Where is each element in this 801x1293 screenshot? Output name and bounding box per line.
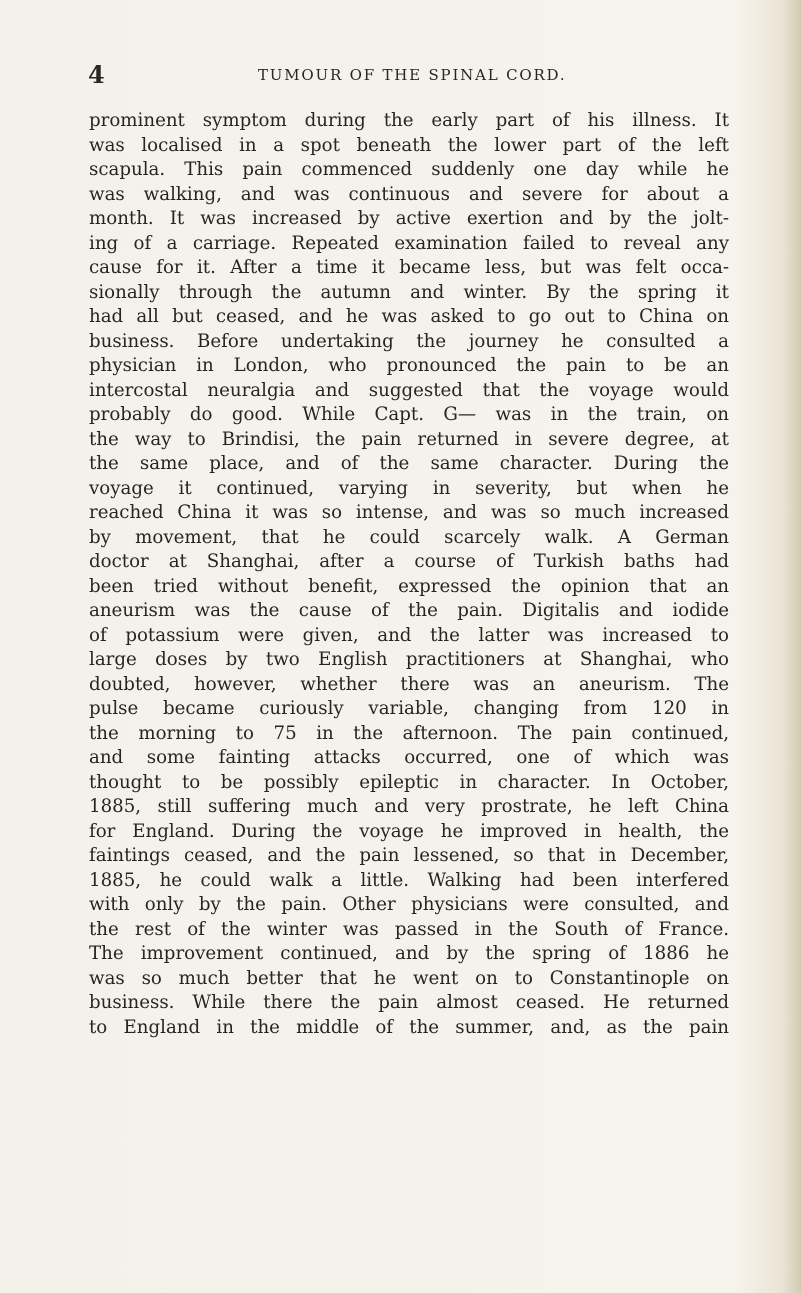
text-line: The improvement continued, and by the spring of 1886 he <box>89 943 729 964</box>
text-line: was so much better that he went on to Constantinople on <box>89 967 729 989</box>
text-line: reached China it was so intense, and was so much increased <box>89 502 729 523</box>
text-line: voyage it continued, varying in severity, but when he <box>89 477 729 499</box>
text-line: the rest of the winter was passed in the South of France. <box>89 918 729 940</box>
text-line: the same place, and of the same character. During the <box>89 453 729 474</box>
text-line: been tried without benefit, expressed the opinion that an <box>89 575 729 597</box>
text-line: by movement, that he could scarcely walk. A German <box>89 526 729 548</box>
page-header <box>0 52 801 92</box>
text-line: was localised in a spot beneath the lower part of the left <box>89 134 729 156</box>
text-line: business. Before undertaking the journey he consulted a <box>89 330 729 352</box>
text-line: sionally through the autumn and winter. By the spring it <box>89 281 729 303</box>
text-line: with only by the pain. Other physicians were consulted, and <box>89 894 729 915</box>
text-line: business. While there the pain almost ceased. He returned <box>89 992 729 1013</box>
text-line: doctor at Shanghai, after a course of Turkish baths had <box>89 551 729 572</box>
text-line: physician in London, who pronounced the pain to be an <box>89 355 729 376</box>
text-line: large doses by two English practitioners at Shanghai, who <box>89 649 729 670</box>
text-line: 1885, still suffering much and very prostrate, he left China <box>89 796 729 817</box>
text-line: thought to be possibly epileptic in character. In October, <box>89 771 729 793</box>
text-line: month. It was increased by active exertion and by the jolt- <box>89 208 729 229</box>
text-line: probably do good. While Capt. G— was in the train, on <box>89 404 729 425</box>
text-line: and some fainting attacks occurred, one of which was <box>89 747 729 768</box>
text-line: the way to Brindisi, the pain returned in severe degree, at <box>89 428 729 450</box>
text-line: 1885, he could walk a little. Walking had been interfered <box>89 869 729 891</box>
text-line: to England in the middle of the summer, and, as the pain <box>89 1016 729 1038</box>
text-line: doubted, however, whether there was an aneurism. The <box>89 673 729 695</box>
text-line: aneurism was the cause of the pain. Digitalis and iodide <box>89 600 729 621</box>
text-line: ing of a carriage. Repeated examination failed to reveal any <box>89 232 729 254</box>
text-line: scapula. This pain commenced suddenly one day while he <box>89 159 729 180</box>
text-line: intercostal neuralgia and suggested that the voyage would <box>89 379 729 401</box>
text-line: for England. During the voyage he improved in health, the <box>89 820 729 842</box>
text-line: was walking, and was continuous and severe for about a <box>89 183 729 205</box>
text-line: faintings ceased, and the pain lessened, so that in December, <box>89 845 729 866</box>
running-title: TUMOUR OF THE SPINAL CORD. <box>258 66 567 84</box>
page-edge-shadow <box>783 0 801 1293</box>
text-line: had all but ceased, and he was asked to go out to China on <box>89 306 729 327</box>
text-line: cause for it. After a time it became less, but was felt occa- <box>89 257 729 278</box>
page-number: 4 <box>88 60 105 89</box>
text-line: prominent symptom during the early part of his illness. It <box>89 110 729 131</box>
body-paragraph <box>89 109 729 1040</box>
text-line: of potassium were given, and the latter was increased to <box>89 624 729 646</box>
text-line: pulse became curiously variable, changing from 120 in <box>89 698 729 719</box>
text-line: the morning to 75 in the afternoon. The pain continued, <box>89 722 729 744</box>
